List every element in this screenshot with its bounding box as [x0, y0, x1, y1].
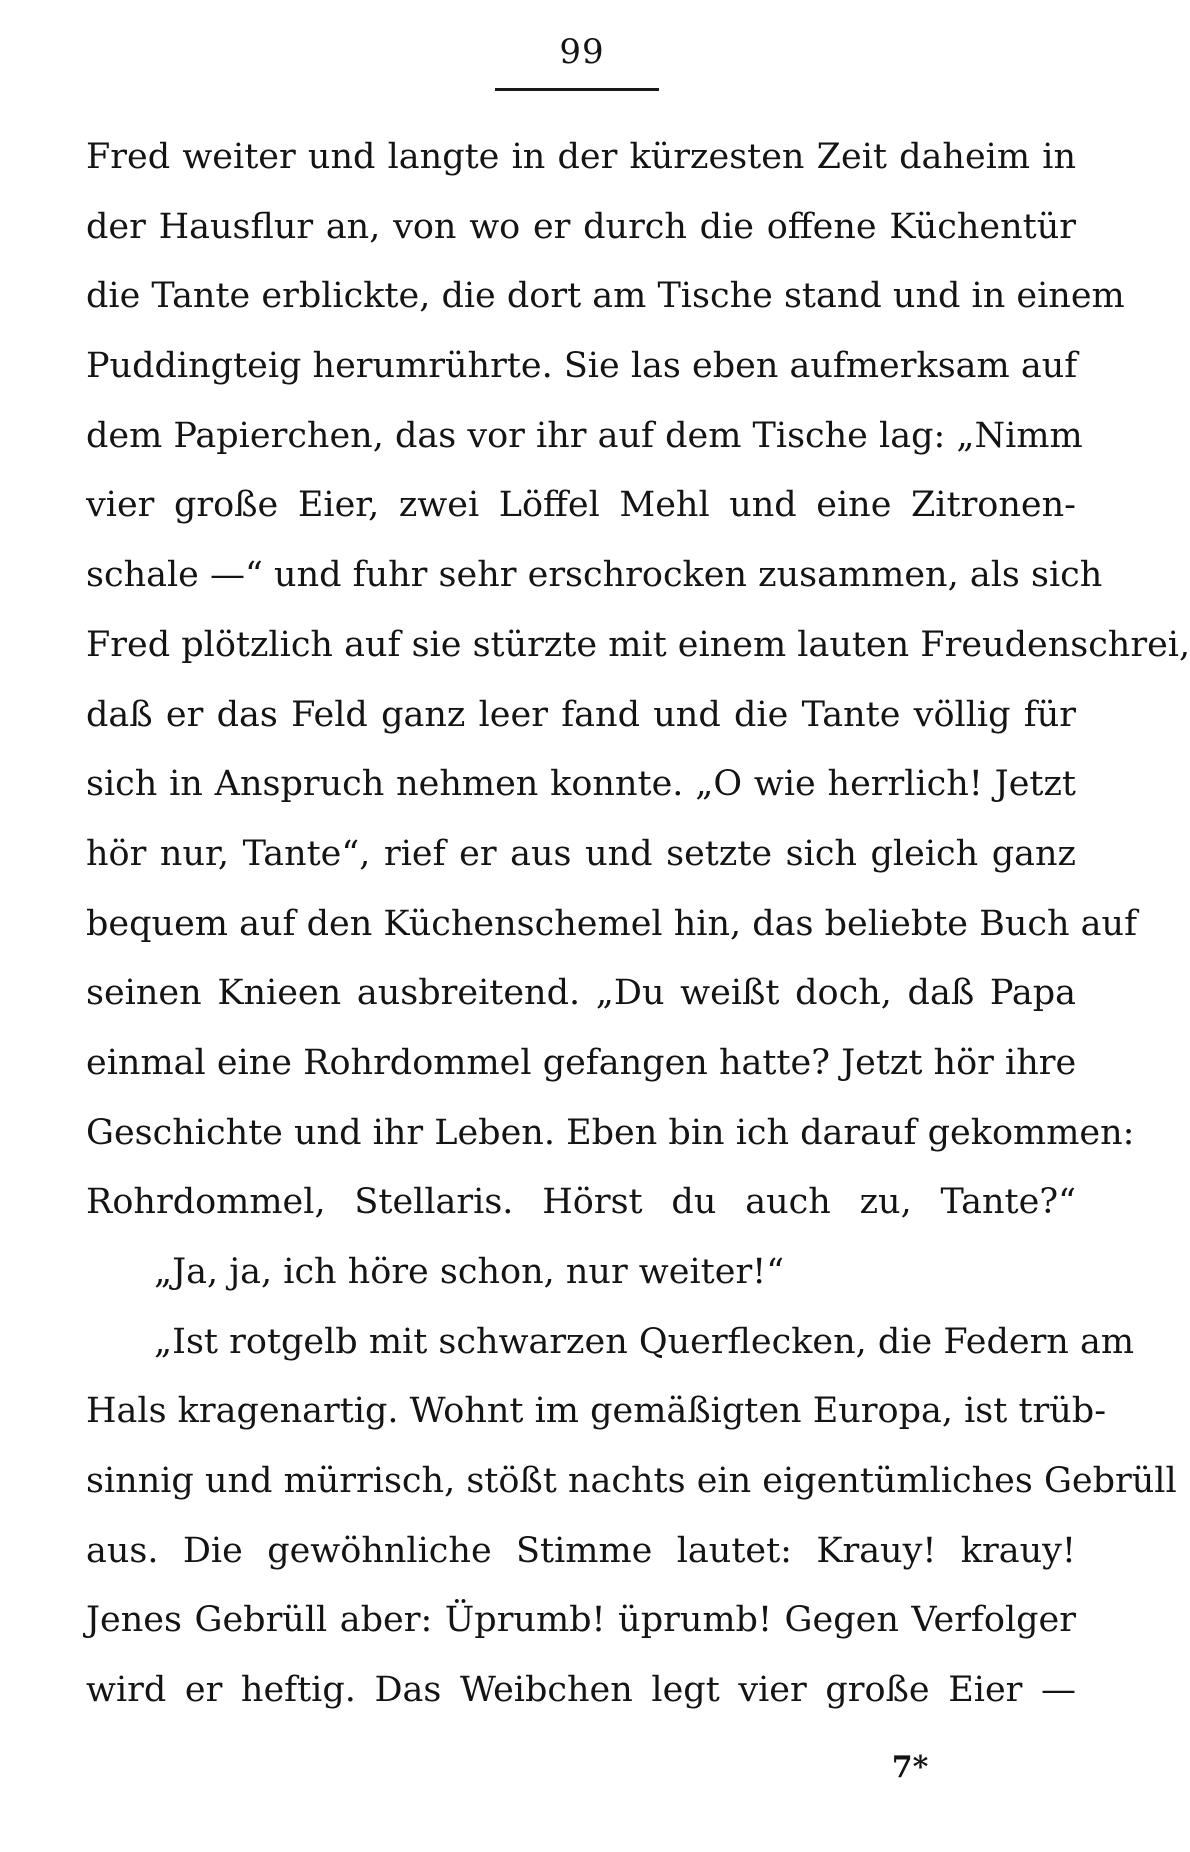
text-line: aus. Die gewöhnliche Stimme lautet: Krauy! krauy!: [86, 1530, 1076, 1571]
text-line: einmal eine Rohrdommel gefangen hatte? Jetzt hör ihre: [86, 1042, 1077, 1083]
text-line: vier große Eier, zwei Löffel Mehl und eine Zitronen-: [86, 485, 1076, 526]
sheet-signature: 7*: [891, 1750, 929, 1785]
text-line: Fred plötzlich auf sie stürzte mit einem lauten Freudenschrei,: [86, 624, 1190, 665]
text-line: die Tante erblickte, die dort am Tische stand und in einem: [86, 276, 1125, 317]
text-line: Hals kragenartig. Wohnt im gemäßigten Europa, ist trüb-: [86, 1391, 1107, 1432]
text-line: Geschichte und ihr Leben. Eben bin ich darauf gekommen:: [86, 1112, 1135, 1153]
body-text: [86, 132, 1190, 1735]
text-line: seinen Knieen ausbreitend. „Du weißt doch, daß Papa: [86, 973, 1076, 1014]
text-line-indented: „Ist rotgelb mit schwarzen Querflecken, die Federn am: [154, 1321, 1135, 1362]
text-line: hör nur, Tante“, rief er aus und setzte sich gleich ganz: [86, 833, 1076, 874]
text-line: Fred weiter und langte in der kürzesten Zeit daheim in: [86, 137, 1076, 177]
text-line: Puddingteig herumrührte. Sie las eben aufmerksam auf: [86, 346, 1078, 387]
text-line: Rohrdommel, Stellaris. Hörst du auch zu, Tante?“: [86, 1182, 1076, 1223]
text-line: der Hausflur an, von wo er durch die offene Küchentür: [86, 206, 1076, 247]
text-line: schale —“ und fuhr sehr erschrocken zusammen, als sich: [86, 555, 1103, 596]
page-number: 99: [559, 32, 605, 72]
text-line: Jenes Gebrüll aber: Üprumb! üprumb! Gegen Verfolger: [86, 1600, 1076, 1641]
text-line: sich in Anspruch nehmen konnte. „O wie herrlich! Jetzt: [86, 764, 1076, 805]
text-line: „Ja, ja, ich höre schon, nur weiter!“: [154, 1252, 785, 1292]
text-line: bequem auf den Küchenschemel hin, das beliebte Buch auf: [86, 903, 1138, 944]
text-line: daß er das Feld ganz leer fand und die Tante völlig für: [86, 694, 1076, 735]
text-line: dem Papierchen, das vor ihr auf dem Tische lag: „Nimm: [86, 415, 1083, 456]
page-number-rule: [495, 88, 659, 91]
text-line: sinnig und mürrisch, stößt nachts ein eigentümliches Gebrüll: [86, 1461, 1177, 1502]
text-line: wird er heftig. Das Weibchen legt vier große Eier —: [86, 1670, 1076, 1711]
